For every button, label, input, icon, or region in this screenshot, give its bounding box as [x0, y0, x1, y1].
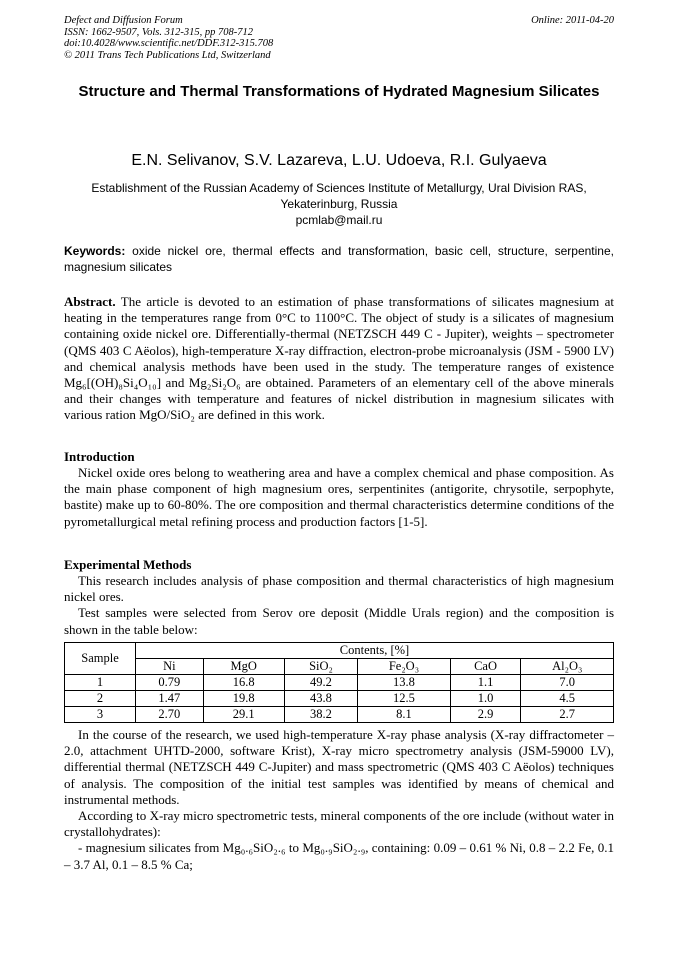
- introduction-heading: Introduction: [64, 449, 135, 464]
- table-cell: 8.1: [358, 707, 450, 723]
- table-cell: 2.70: [136, 707, 204, 723]
- doi: doi:10.4028/www.scientific.net/DDF.312-315.708: [64, 38, 274, 50]
- table-cell: 19.8: [203, 691, 284, 707]
- methods-section: [64, 557, 614, 638]
- column-header: CaO: [450, 659, 521, 675]
- keywords-text: oxide nickel ore, thermal effects and transformation, basic cell, structure, serpentine, magnesium silicates: [64, 244, 614, 274]
- table-cell: 16.8: [203, 675, 284, 691]
- table-cell: 12.5: [358, 691, 450, 707]
- table-cell: 3: [65, 707, 136, 723]
- abstract: [64, 294, 614, 424]
- table-row: [65, 675, 614, 691]
- keywords: [64, 244, 614, 275]
- issn: ISSN: 1662-9507, Vols. 312-315, pp 708-712: [64, 26, 253, 38]
- methods-p3: In the course of the research, we used high-temperature X-ray phase analysis (X-ray diffractometer – 2.0, attachment UHTD-2000, software Krist), X-ray micro spectrometry analysis (JSM-59000 LV), differential thermal (NETZSCH 449 C-Jupiter) and mass spectrometric (QMS 403 C Aëolos) techniques of analysis. The composition of the initial test samples was identified by means of chemical and instrumental methods.: [64, 727, 614, 807]
- column-header: Fe₂O₃: [358, 659, 450, 675]
- affiliation: Establishment of the Russian Academy of Sciences Institute of Metallurgy, Ural Division RAS, Yekaterinburg, Russia: [91, 181, 587, 211]
- authors: E.N. Selivanov, S.V. Lazareva, L.U. Udoeva, R.I. Gulyaeva: [131, 152, 547, 169]
- copyright: © 2011 Trans Tech Publications Ltd, Switzerland: [64, 49, 271, 61]
- abstract-text: The article is devoted to an estimation of phase transformations of silicates magnesium at heating in the temperatures range from 0°C to 1100°C. The object of study is a silicates of magnesium containing oxide nickel ore. Differentially-thermal (NETZSCH 449 C - Jupiter), weights – spectrometer (QMS 403 C Aëolos), high-temperature X-ray diffraction, electron-probe microanalysis (JSM - 5900 LV) and chemical analysis methods have been used in the study. The temperature ranges of existence Mg₆[(OH)₈Si₄O₁₀] and Mg₂Si₂O₆ are obtained. Parameters of an elementary cell of the above minerals and their changes with temperature and features of nickel distribution in magnesium silicates with various ration MgO/SiO₂ are defined in this work.: [64, 294, 614, 423]
- table-cell: 2: [65, 691, 136, 707]
- table-cell: 1.0: [450, 691, 521, 707]
- keywords-label: Keywords:: [64, 244, 126, 258]
- table-cell: 4.5: [521, 691, 614, 707]
- methods-p2: Test samples were selected from Serov ore deposit (Middle Urals region) and the composition is shown in the table below:: [64, 605, 614, 637]
- table-cell: 7.0: [521, 675, 614, 691]
- table-cell: 49.2: [284, 675, 357, 691]
- table-cell: 43.8: [284, 691, 357, 707]
- journal-name: Defect and Diffusion Forum: [64, 15, 183, 26]
- composition-table: [64, 642, 614, 723]
- online-date: Online: 2011-04-20: [531, 15, 614, 26]
- introduction-section: [64, 449, 614, 530]
- column-header: Al₂O₃: [521, 659, 614, 675]
- abstract-label: Abstract.: [64, 294, 116, 309]
- methods-p4: According to X-ray micro spectrometric tests, mineral components of the ore include (without water in crystallohydrates):: [64, 808, 614, 840]
- table-cell: 2.9: [450, 707, 521, 723]
- sample-header: Sample: [65, 643, 136, 675]
- column-header: SiO₂: [284, 659, 357, 675]
- table-cell: 1.1: [450, 675, 521, 691]
- table-cell: 2.7: [521, 707, 614, 723]
- paper-title: Structure and Thermal Transformations of Hydrated Magnesium Silicates: [78, 83, 600, 100]
- table-cell: 38.2: [284, 707, 357, 723]
- contents-header: Contents, [%]: [136, 643, 614, 659]
- table-row: [65, 691, 614, 707]
- column-header: MgO: [203, 659, 284, 675]
- methods-p1: This research includes analysis of phase composition and thermal characteristics of high magnesium nickel ores.: [64, 573, 614, 605]
- table-cell: 13.8: [358, 675, 450, 691]
- table-cell: 1.47: [136, 691, 204, 707]
- table-row: [65, 707, 614, 723]
- column-header: Ni: [136, 659, 204, 675]
- table-cell: 1: [65, 675, 136, 691]
- methods-heading: Experimental Methods: [64, 557, 192, 572]
- email: pcmlab@mail.ru: [295, 213, 383, 227]
- methods-continued: [64, 727, 614, 873]
- table-cell: 29.1: [203, 707, 284, 723]
- methods-p5: - magnesium silicates from Mg₀.₆SiO₂.₆ to Mg₀.₉SiO₂.₉, containing: 0.09 – 0.61 % Ni, 0.8 – 2.2 Fe, 0.1 – 3.7 Al, 0.1 – 8.5 % Ca;: [64, 840, 614, 872]
- table-cell: 0.79: [136, 675, 204, 691]
- journal-header: [64, 15, 273, 61]
- introduction-text: Nickel oxide ores belong to weathering area and have a complex chemical and phase composition. As the main phase component of high magnesium ores, serpentinites (antigorite, chrysotile, serpophyte, bastite) make up to 60-80%. The ore composition and thermal characteristics determine conditions of the pyrometallurgical metal refining process and production factors [1-5].: [64, 465, 614, 529]
